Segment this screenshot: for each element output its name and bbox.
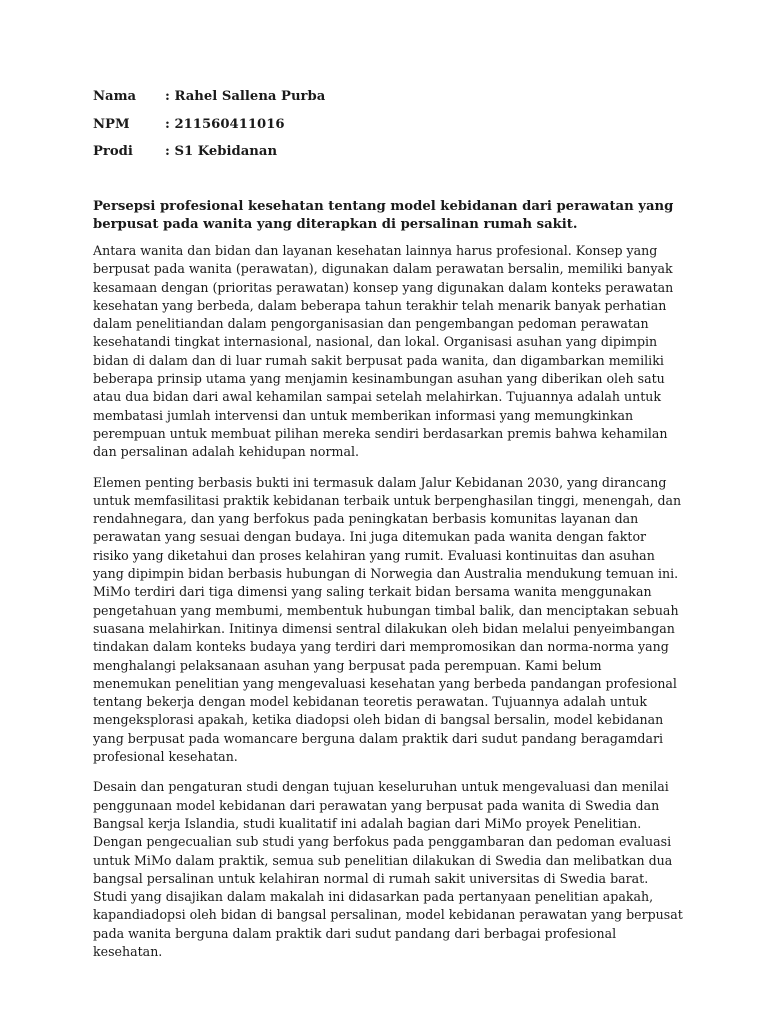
identity-value: : Rahel Sallena Purba <box>165 89 326 104</box>
identity-block <box>93 86 673 169</box>
document-title: Persepsi profesional kesehatan tentang model kebidanan dari perawatan yang berpusat pada wanita yang diterapkan di persalinan rumah sakit. <box>93 199 674 233</box>
identity-value: : S1 Kebidanan <box>165 144 278 159</box>
paragraph: Antara wanita dan bidan dan layanan kesehatan lainnya harus profesional. Konsep yang berpusat pada wanita (perawatan), digunakan dalam perawatan bersalin, memiliki banyak kesamaan dengan (prioritas perawatan) konsep yang digunakan dalam konteks perawatan kesehatan yang berbeda, dalam beberapa tahun terakhir telah menarik banyak perhatian dalam penelitiandan dalam pengorganisasian dan pengembangan pedoman perawatan kesehatandi tingkat internasional, nasional, dan lokal. Organisasi asuhan yang dipimpin bidan di dalam dan di luar rumah sakit berpusat pada wanita, dan digambarkan memiliki beberapa prinsip utama yang menjamin kesinambungan asuhan yang diberikan oleh satu atau dua bidan dari awal kehamilan sampai setelah melahirkan. Tujuannya adalah untuk membatasi jumlah intervensi dan untuk memberikan informasi yang memungkinkan perempuan untuk membuat pilihan mereka sendiri berdasarkan premis bahwa kehamilan dan persalinan adalah kehidupan normal. <box>93 243 674 460</box>
paragraph: Desain dan pengaturan studi dengan tujuan keseluruhan untuk mengevaluasi dan menilai penggunaan model kebidanan dari perawatan yang berpusat pada wanita di Swedia dan Bangsal kerja Islandia, studi kualitatif ini adalah bagian dari MiMo proyek Penelitian. Dengan pengecualian sub studi yang berfokus pada penggambaran dan pedoman evaluasi untuk MiMo dalam praktik, semua sub penelitian dilakukan di Swedia dan melibatkan dua bangsal persalinan untuk kelahiran normal di rumah sakit universitas di Swedia barat. Studi yang disajikan dalam makalah ini didasarkan pada pertanyaan penelitian apakah, kapandiadopsi oleh bidan di bangsal persalinan, model kebidanan perawatan yang berpusat pada wanita berguna dalam praktik dari sudut pandang dari berbagai profesional kesehatan. <box>93 779 683 959</box>
document-body <box>93 242 683 973</box>
identity-label: Prodi <box>93 144 133 159</box>
identity-row-npm <box>93 114 673 142</box>
identity-value: : 211560411016 <box>165 116 285 132</box>
identity-label: NPM <box>93 116 130 132</box>
identity-row-prodi <box>93 141 673 169</box>
identity-label: Nama <box>93 89 137 104</box>
paragraph: Elemen penting berbasis bukti ini termasuk dalam Jalur Kebidanan 2030, yang dirancang untuk memfasilitasi praktik kebidanan terbaik untuk berpenghasilan tinggi, menengah, dan rendahnegara, dan yang berfokus pada peningkatan berbasis komunitas layanan dan perawatan yang sesuai dengan budaya. Ini juga ditemukan pada wanita dengan faktor risiko yang diketahui dan proses kelahiran yang rumit. Evaluasi kontinuitas dan asuhan yang dipimpin bidan berbasis hubungan di Norwegia dan Australia mendukung temuan ini. MiMo terdiri dari tiga dimensi yang saling terkait bidan bersama wanita menggunakan pengetahuan yang membumi, membentuk hubungan timbal balik, dan menciptakan sebuah suasana melahirkan. Initinya dimensi sentral dilakukan oleh bidan melalui penyeimbangan tindakan dalam konteks budaya yang terdiri dari mempromosikan dan norma-norma yang menghalangi pelaksanaan asuhan yang berpusat pada perempuan. Kami belum menemukan penelitian yang mengevaluasi kesehatan yang berbeda pandangan profesional tentang bekerja dengan model kebidanan teoretis perawatan. Tujuannya adalah untuk mengeksplorasi apakah, ketika diadopsi oleh bidan di bangsal bersalin, model kebidanan yang berpusat pada womancare berguna dalam praktik dari sudut pandang beragamdari profesional kesehatan. <box>93 474 682 765</box>
identity-row-nama <box>93 86 673 114</box>
